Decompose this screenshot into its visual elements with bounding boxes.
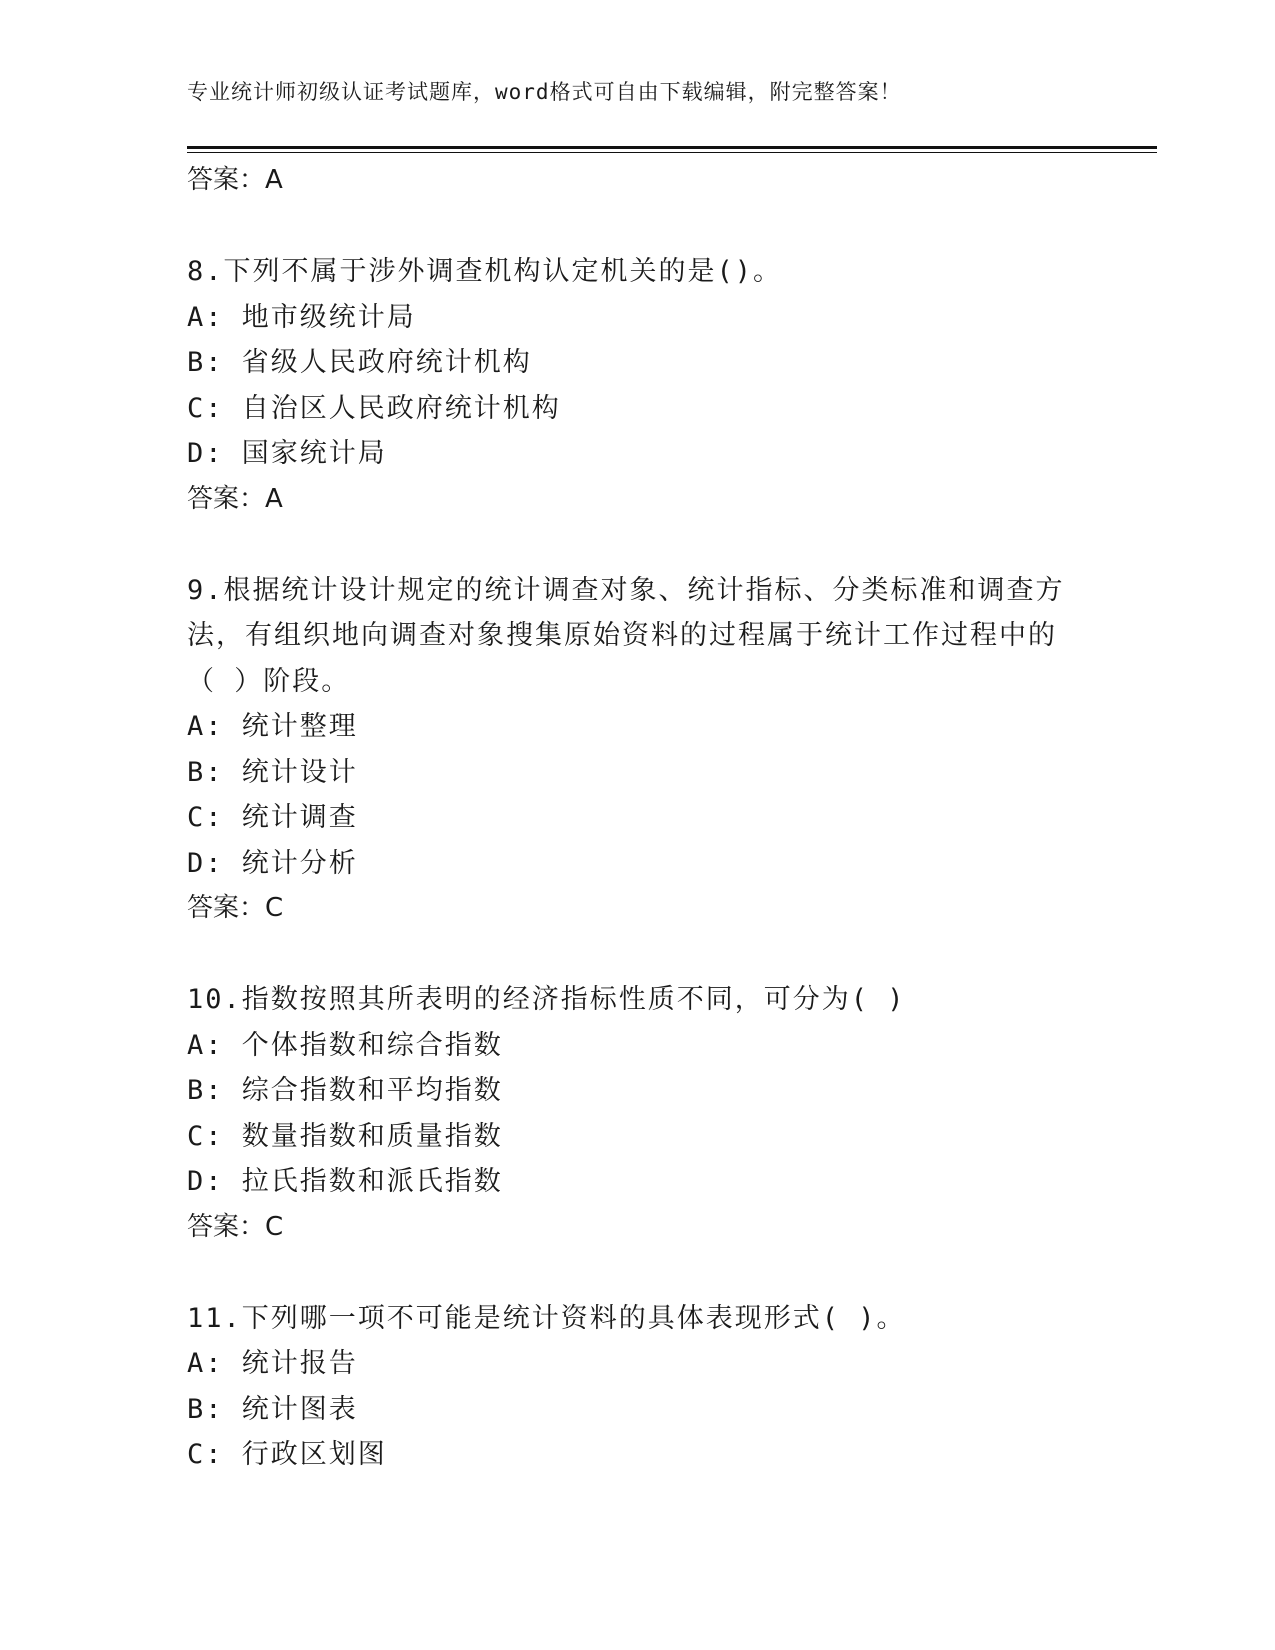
option-c: C: 自治区人民政府统计机构 [187, 392, 561, 424]
question-stem: 8.下列不属于涉外调查机构认定机关的是()。 [187, 256, 783, 287]
option-a: A: 地市级统计局 [187, 301, 416, 333]
option-b: B: 统计设计 [187, 756, 358, 788]
question-11 [187, 1296, 1067, 1478]
question-9 [187, 568, 1067, 932]
question-list [187, 158, 1067, 1478]
question-stem: （ ）阶段。 [187, 665, 351, 697]
header-rule-thick [187, 146, 1157, 149]
option-a: A: 统计报告 [187, 1348, 358, 1379]
answer-line: 答案：A [187, 483, 283, 514]
option-b: B: 省级人民政府统计机构 [187, 347, 532, 378]
option-c: C: 数量指数和质量指数 [187, 1120, 503, 1152]
option-c: C: 行政区划图 [187, 1439, 387, 1470]
option-d: D: 拉氏指数和派氏指数 [187, 1166, 503, 1197]
header-rule-thin [187, 152, 1157, 153]
option-d: D: 国家统计局 [187, 438, 387, 469]
answer-line: 答案：C [187, 1211, 284, 1242]
option-a: A: 个体指数和综合指数 [187, 1029, 503, 1061]
question-stem: 9.根据统计设计规定的统计调查对象、统计指标、分类标准和调查方 [187, 574, 1065, 606]
question-stem: 10.指数按照其所表明的经济指标性质不同，可分为( ) [187, 984, 906, 1015]
question-stem: 11.下列哪一项不可能是统计资料的具体表现形式( )。 [187, 1302, 906, 1334]
option-d: D: 统计分析 [187, 847, 358, 879]
option-a: A: 统计整理 [187, 711, 358, 742]
question-10 [187, 977, 1067, 1250]
page-header: 专业统计师初级认证考试题库，word格式可自由下载编辑，附完整答案！ [187, 80, 902, 104]
answer-line: 答案：A [187, 165, 283, 195]
option-b: B: 综合指数和平均指数 [187, 1075, 503, 1106]
question-8 [187, 249, 1067, 522]
question-stem: 法，有组织地向调查对象搜集原始资料的过程属于统计工作过程中的 [187, 620, 1057, 651]
option-b: B: 统计图表 [187, 1393, 358, 1425]
answer-line: 答案：C [187, 893, 284, 923]
option-c: C: 统计调查 [187, 802, 358, 833]
